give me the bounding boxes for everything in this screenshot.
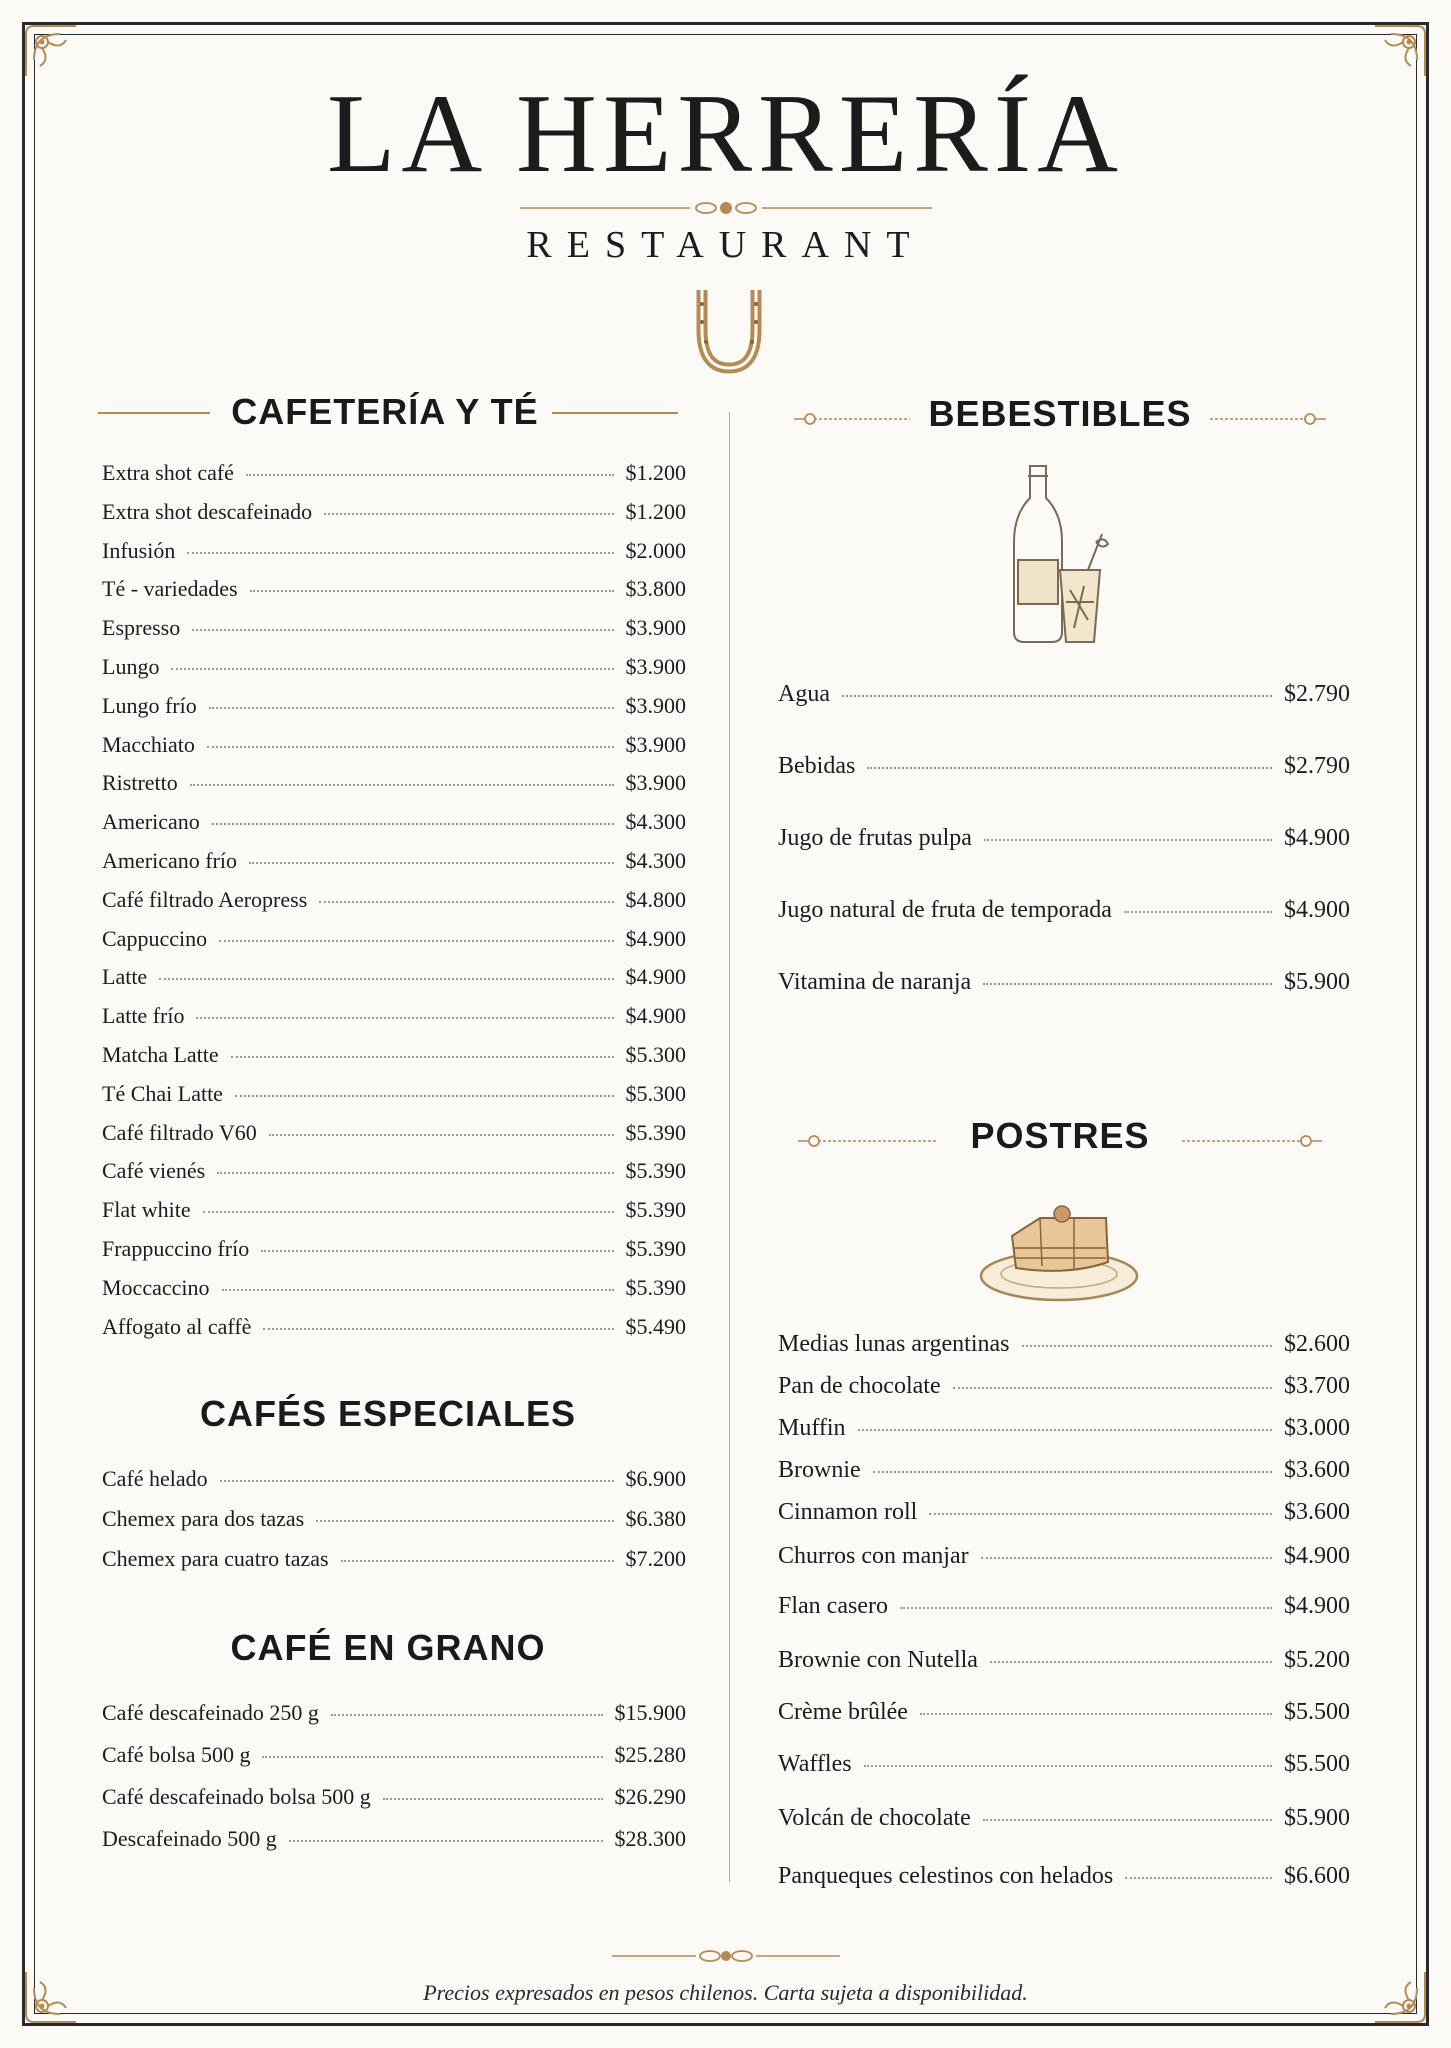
- menu-item: [778, 1544, 1350, 1568]
- item-price: $4.800: [625, 887, 686, 912]
- item-name: Agua: [778, 681, 830, 707]
- menu-item: [778, 898, 1350, 922]
- menu-item: [778, 1864, 1350, 1888]
- menu-item: [778, 826, 1350, 850]
- item-name: Café bolsa 500 g: [102, 1742, 251, 1767]
- dot-leader: [864, 1765, 1272, 1767]
- item-price: $26.290: [614, 1784, 686, 1809]
- item-name: Churros con manjar: [778, 1543, 969, 1569]
- menu-item: [102, 1005, 686, 1027]
- menu-item: [778, 1700, 1350, 1724]
- menu-item: [102, 811, 686, 833]
- dot-leader: [209, 707, 614, 709]
- item-name: Macchiato: [102, 732, 195, 757]
- item-price: $1.200: [625, 499, 686, 524]
- cake-slice-icon: [978, 1196, 1140, 1306]
- dot-leader: [990, 1661, 1272, 1663]
- item-price: $6.380: [625, 1506, 686, 1531]
- dot-leader: [231, 1056, 614, 1058]
- item-price: $7.200: [625, 1546, 686, 1571]
- dot-leader: [212, 823, 614, 825]
- menu-item: [778, 1648, 1350, 1672]
- item-price: $3.900: [625, 615, 686, 640]
- restaurant-subtitle: RESTAURANT: [526, 224, 925, 266]
- dot-leader: [341, 1560, 614, 1562]
- item-price: $4.900: [625, 926, 686, 951]
- item-price: $4.300: [625, 809, 686, 834]
- item-name: Café filtrado V60: [102, 1120, 257, 1145]
- restaurant-title: LA HERRERÍA: [326, 72, 1125, 196]
- corner-flourish-icon: [20, 20, 82, 82]
- footer-note: Precios expresados en pesos chilenos. Carta sujeta a disponibilidad.: [423, 1980, 1028, 2005]
- dot-leader: [192, 629, 613, 631]
- dot-leader: [203, 1211, 614, 1213]
- dot-leader: [1022, 1345, 1272, 1347]
- item-name: Pan de chocolate: [778, 1373, 941, 1399]
- dot-leader: [953, 1387, 1272, 1389]
- item-name: Waffles: [778, 1751, 852, 1777]
- item-price: $5.300: [625, 1042, 686, 1067]
- item-price: $25.280: [614, 1742, 686, 1767]
- item-name: Lungo: [102, 654, 160, 679]
- column-divider: [729, 412, 730, 1882]
- item-name: Latte frío: [102, 1003, 185, 1028]
- menu-item: [102, 1508, 686, 1530]
- item-name: Medias lunas argentinas: [778, 1331, 1010, 1357]
- item-price: $4.900: [1284, 1593, 1350, 1619]
- menu-item: [102, 462, 686, 484]
- dot-leader: [246, 474, 614, 476]
- item-name: Café vienés: [102, 1158, 206, 1183]
- item-name: Cinnamon roll: [778, 1499, 918, 1525]
- item-price: $5.900: [1284, 969, 1350, 995]
- dot-leader: [187, 552, 613, 554]
- item-name: Lungo frío: [102, 693, 197, 718]
- menu-item: [102, 1468, 686, 1490]
- item-price: $1.200: [625, 460, 686, 485]
- item-name: Vitamina de naranja: [778, 969, 972, 995]
- menu-item: [778, 1500, 1350, 1524]
- item-name: Ristretto: [102, 770, 178, 795]
- menu-item: [102, 1083, 686, 1105]
- dot-leader: [219, 940, 613, 942]
- dot-leader: [261, 1250, 613, 1252]
- dot-leader: [196, 1017, 613, 1019]
- divider-line: [552, 412, 678, 414]
- scroll-ornament-icon: [794, 410, 910, 428]
- item-price: $4.900: [1284, 897, 1350, 923]
- menu-item: [778, 1458, 1350, 1482]
- item-price: $5.900: [1284, 1805, 1350, 1831]
- section-title-postres: POSTRES: [970, 1115, 1150, 1156]
- item-price: $6.900: [625, 1466, 686, 1491]
- menu-item: [102, 1199, 686, 1221]
- item-price: $5.390: [625, 1197, 686, 1222]
- dot-leader: [269, 1134, 614, 1136]
- menu-item: [778, 754, 1350, 778]
- dot-leader: [250, 590, 614, 592]
- dot-leader: [858, 1429, 1272, 1431]
- item-price: $5.300: [625, 1081, 686, 1106]
- item-price: $4.900: [1284, 825, 1350, 851]
- item-name: Té Chai Latte: [102, 1081, 223, 1106]
- item-price: $2.600: [1284, 1331, 1350, 1357]
- item-name: Frappuccino frío: [102, 1236, 250, 1261]
- item-price: $5.500: [1284, 1699, 1350, 1725]
- dot-leader: [316, 1520, 613, 1522]
- item-price: $28.300: [614, 1826, 686, 1851]
- menu-item: [778, 1594, 1350, 1618]
- item-price: $2.000: [625, 538, 686, 563]
- menu-item: [102, 889, 686, 911]
- item-name: Descafeinado 500 g: [102, 1826, 277, 1851]
- item-price: $3.000: [1284, 1415, 1350, 1441]
- dot-leader: [289, 1840, 603, 1842]
- dot-leader: [331, 1714, 603, 1716]
- menu-item: [102, 1044, 686, 1066]
- dot-leader: [263, 1328, 613, 1330]
- menu-item: [102, 1548, 686, 1570]
- horseshoe-icon: [688, 282, 770, 378]
- section-title-bebestibles: BEBESTIBLES: [928, 393, 1192, 434]
- menu-item: [102, 578, 686, 600]
- menu-item: [102, 656, 686, 678]
- menu-item: [778, 1374, 1350, 1398]
- item-name: Té - variedades: [102, 576, 238, 601]
- item-name: Café descafeinado bolsa 500 g: [102, 1784, 371, 1809]
- menu-item: [778, 1752, 1350, 1776]
- menu-item: [102, 772, 686, 794]
- menu-item: [102, 850, 686, 872]
- menu-item: [102, 1122, 686, 1144]
- dot-leader: [207, 746, 614, 748]
- item-name: Cappuccino: [102, 926, 208, 951]
- item-name: Jugo natural de fruta de temporada: [778, 897, 1112, 923]
- bottle-glass-icon: [1004, 462, 1114, 648]
- menu-item: [102, 617, 686, 639]
- item-name: Café filtrado Aeropress: [102, 887, 308, 912]
- menu-item: [102, 928, 686, 950]
- item-name: Café helado: [102, 1466, 208, 1491]
- dot-leader: [171, 668, 613, 670]
- menu-item: [102, 1238, 686, 1260]
- item-name: Volcán de chocolate: [778, 1805, 971, 1831]
- menu-item: [102, 1277, 686, 1299]
- scroll-ornament-icon: [1182, 1132, 1322, 1150]
- item-name: Jugo de frutas pulpa: [778, 825, 972, 851]
- item-name: Bebidas: [778, 753, 856, 779]
- section-title-cafeteria: CAFETERÍA Y TÉ: [231, 391, 539, 432]
- dot-leader: [159, 978, 613, 980]
- item-name: Latte: [102, 964, 148, 989]
- dot-leader: [249, 862, 614, 864]
- menu-item: [102, 734, 686, 756]
- item-price: $3.900: [625, 693, 686, 718]
- dot-leader: [867, 767, 1272, 769]
- item-price: $3.700: [1284, 1373, 1350, 1399]
- item-name: Extra shot descafeinado: [102, 499, 313, 524]
- menu-item: [102, 1828, 686, 1850]
- dot-leader: [929, 1513, 1272, 1515]
- dot-leader: [222, 1289, 614, 1291]
- scroll-ornament-icon: [1210, 410, 1326, 428]
- item-price: $5.390: [625, 1158, 686, 1183]
- item-price: $3.600: [1284, 1499, 1350, 1525]
- dot-leader: [324, 513, 613, 515]
- scroll-ornament-icon: [520, 196, 932, 220]
- dot-leader: [984, 839, 1272, 841]
- item-name: Chemex para dos tazas: [102, 1506, 305, 1531]
- item-price: $2.790: [1284, 681, 1350, 707]
- menu-item: [778, 1806, 1350, 1830]
- menu-item: [778, 1416, 1350, 1440]
- item-price: $4.300: [625, 848, 686, 873]
- scroll-ornament-icon: [798, 1132, 938, 1150]
- item-price: $4.900: [625, 964, 686, 989]
- dot-leader: [217, 1172, 613, 1174]
- dot-leader: [900, 1607, 1272, 1609]
- item-name: Flan casero: [778, 1593, 888, 1619]
- menu-item: [102, 1702, 686, 1724]
- section-title-grano: CAFÉ EN GRANO: [230, 1627, 546, 1668]
- dot-leader: [319, 901, 613, 903]
- dot-leader: [983, 983, 1272, 985]
- dot-leader: [235, 1095, 614, 1097]
- item-price: $2.790: [1284, 753, 1350, 779]
- item-name: Americano: [102, 809, 200, 834]
- item-price: $5.490: [625, 1314, 686, 1339]
- dot-leader: [983, 1819, 1272, 1821]
- dot-leader: [842, 695, 1272, 697]
- menu-item: [102, 501, 686, 523]
- menu-item: [102, 966, 686, 988]
- item-price: $4.900: [1284, 1543, 1350, 1569]
- scroll-ornament-icon: [612, 1944, 840, 1968]
- item-price: $5.390: [625, 1236, 686, 1261]
- dot-leader: [1124, 911, 1272, 913]
- dot-leader: [383, 1798, 603, 1800]
- menu-item: [102, 540, 686, 562]
- menu-item: [102, 1160, 686, 1182]
- section-title-especiales: CAFÉS ESPECIALES: [199, 1393, 577, 1434]
- item-name: Americano frío: [102, 848, 237, 873]
- dot-leader: [981, 1557, 1272, 1559]
- divider-line: [98, 412, 210, 414]
- menu-item: [102, 695, 686, 717]
- item-name: Chemex para cuatro tazas: [102, 1546, 329, 1571]
- item-name: Crème brûlée: [778, 1699, 908, 1725]
- menu-item: [102, 1744, 686, 1766]
- item-price: $3.900: [625, 654, 686, 679]
- dot-leader: [920, 1713, 1272, 1715]
- dot-leader: [1125, 1877, 1272, 1879]
- menu-item: [102, 1316, 686, 1338]
- dot-leader: [220, 1480, 614, 1482]
- menu-item: [778, 970, 1350, 994]
- item-price: $3.600: [1284, 1457, 1350, 1483]
- item-name: Brownie: [778, 1457, 861, 1483]
- dot-leader: [262, 1756, 602, 1758]
- item-price: $15.900: [614, 1700, 686, 1725]
- item-price: $4.900: [625, 1003, 686, 1028]
- item-name: Flat white: [102, 1197, 191, 1222]
- item-name: Brownie con Nutella: [778, 1647, 978, 1673]
- item-name: Espresso: [102, 615, 181, 640]
- item-name: Muffin: [778, 1415, 846, 1441]
- menu-item: [778, 1332, 1350, 1356]
- item-price: $6.600: [1284, 1863, 1350, 1889]
- item-price: $3.900: [625, 770, 686, 795]
- item-name: Café descafeinado 250 g: [102, 1700, 319, 1725]
- item-price: $5.390: [625, 1275, 686, 1300]
- menu-item: [102, 1786, 686, 1808]
- item-name: Affogato al caffè: [102, 1314, 252, 1339]
- item-price: $5.390: [625, 1120, 686, 1145]
- menu-item: [778, 682, 1350, 706]
- item-name: Moccaccino: [102, 1275, 210, 1300]
- item-price: $3.900: [625, 732, 686, 757]
- dot-leader: [190, 784, 614, 786]
- item-name: Matcha Latte: [102, 1042, 219, 1067]
- corner-flourish-icon: [1369, 20, 1431, 82]
- item-price: $5.500: [1284, 1751, 1350, 1777]
- item-name: Infusión: [102, 538, 176, 563]
- dot-leader: [873, 1471, 1272, 1473]
- item-price: $5.200: [1284, 1647, 1350, 1673]
- item-name: Panqueques celestinos con helados: [778, 1863, 1114, 1889]
- item-price: $3.800: [625, 576, 686, 601]
- item-name: Extra shot café: [102, 460, 234, 485]
